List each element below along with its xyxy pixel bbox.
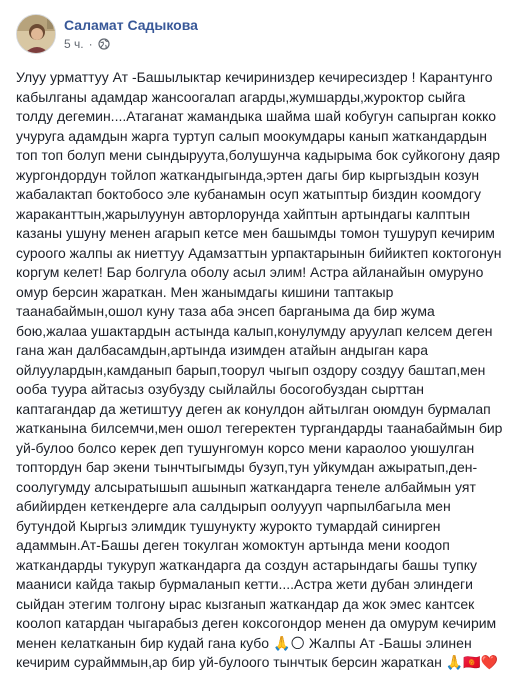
separator-dot: · [88, 37, 93, 51]
post-timeline [64, 36, 198, 52]
post-timestamp[interactable]: 5 ч. [64, 37, 84, 51]
post-body-text: Улуу урматтуу Ат -Башылыктар кечириниздер кечиресиздер ! Карантунго кабылганы адамдар жансоогалап агарды,жумшарды,журоктор сыйга толду дегемин....Атаганат жамандыка шайма шай кобугун сапырган кокко учуруга адамдын жарга туртуп салып моокумдары канып жаткандардын топ топ болуп мени сындыруута,болушунча кадырыма бок суйкогону даяр жургондордун тойлоп жаткандыгында,эртен дагы бир кыргыздын козун жабалактап боктобосо эле кубанамын осуп жатыптыр биздин коомдогу жараканттын,жарылуунун авторлорунда хайптын артындагы калптын казаны ушуну менен агарып кетсе мен башымды томон тушуруп кечирим суроого жалпы ак ниеттуу Адамзаттын урпактарынын бийиктеп коктогонун коргум келет! Бар болгула оболу асыл элим! Астра айланайын омуруно омур берсин жараткан. Мен жанымдагы кишини таптакыр таанабаймын,ошол куну таза аба энсеп барганыма да бир жума бою,жалаа ушактардын астында калып,конулумду аруулап келсем деген гана жан далбасамдын,артында изимден атайын андыган кара ойлуулардын,камданып барып,тоорул чыгып оздору создуу баштап,мен ооба туура айтасыз озубузду сыйлайлы босогобуздан сырттан каптагандар да жетиштуу деген ак конулдон айтылган оюмдун бурмалап жатканына билсемчи,мен ошол тегеректен тургандарды таанабаймын бир уй-булоо болсо керек деп тушунгомун корсо мени караолоо уюшулган топтордун бар экени тынчтыгымды бузуп,тун уйкумдан ажыратып,ден-соолугумду алсыратышып ашынып жаткандарга тенеле албаймын уят абийирден кеткендерге ала салдырып оолуууп чарпылбагыла мен бутундой Кыргыз элимдик тушунукту журокто тумардай синирген адаммын.Ат-Башы деген токулган жомоктун артында мени коодоп жаткандарды тукуруп жаткандарга да создун астарындагы башы тупку мааниси кайда такыр бурмаланып кетти....Астра жети дубан элиндеги сыйдан этегим толгону ырас кызганып жаткандар да жок эмес кантсек коолоп катардан чыгарабыз деген коксогондор менен да омурум кечирим менен келатканын бир кудай гана кубо 🙏🌕 Жалпы Ат -Башы элинен кечирим сурайммын,ар бир уй-булоого тынчтык берсин жараткан 🙏🇰🇬❤️ [16, 69, 503, 670]
avatar-photo-icon [17, 15, 56, 54]
post-meta [64, 16, 198, 52]
avatar[interactable] [16, 14, 56, 54]
globe-icon[interactable] [98, 38, 110, 50]
post-header [16, 12, 198, 56]
author-name[interactable]: Саламат Садыкова [64, 17, 198, 33]
